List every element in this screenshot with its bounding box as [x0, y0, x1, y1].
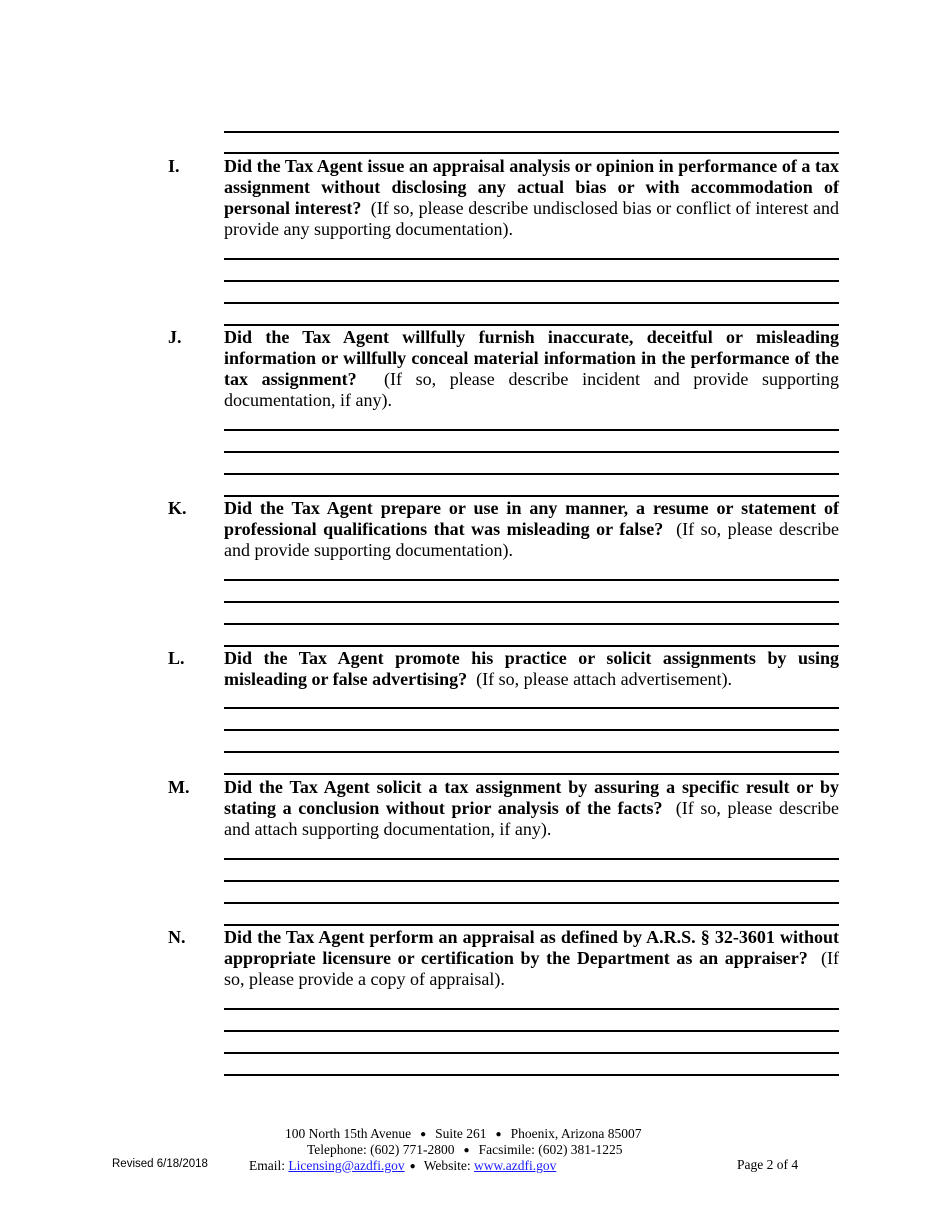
- website-link[interactable]: www.azdfi.gov: [473, 1158, 557, 1173]
- question-letter: N.: [168, 927, 186, 947]
- question-bold: Did the Tax Agent prepare or use in any manner, a resume or statement of professional qualifications that was misleading or false?: [224, 498, 839, 539]
- question-instruction: (If so, please describe and attach supporting documentation, if any).: [224, 798, 839, 839]
- question-letter: J.: [168, 327, 182, 347]
- bullet-icon: ●: [409, 1160, 416, 1172]
- footer-city: Phoenix, Arizona 85007: [510, 1126, 642, 1141]
- question-text: [224, 498, 839, 561]
- answer-line[interactable]: [224, 579, 839, 581]
- footer-street: 100 North 15th Avenue: [285, 1126, 412, 1141]
- answer-line[interactable]: [224, 1052, 839, 1054]
- answer-line[interactable]: [224, 707, 839, 709]
- answer-line[interactable]: [224, 302, 839, 304]
- answer-line[interactable]: [224, 473, 839, 475]
- question-bold: Did the Tax Agent solicit a tax assignment by assuring a specific result or by stating a conclusion without prior analysis of the facts?: [224, 777, 839, 818]
- footer-phones: [307, 1142, 623, 1159]
- question-instruction: (If so, please attach advertisement).: [476, 669, 733, 689]
- question-letter: I.: [168, 156, 180, 176]
- page-number: Page 2 of 4: [737, 1157, 799, 1172]
- revised-date: Revised 6/18/2018: [112, 1158, 208, 1170]
- answer-line[interactable]: [224, 324, 839, 326]
- bullet-icon: ●: [495, 1128, 502, 1140]
- answer-line[interactable]: [224, 131, 839, 133]
- answer-line[interactable]: [224, 645, 839, 647]
- question-letter: L.: [168, 648, 185, 668]
- answer-line[interactable]: [224, 773, 839, 775]
- bullet-icon: ●: [463, 1144, 470, 1156]
- answer-line[interactable]: [224, 258, 839, 260]
- answer-line[interactable]: [224, 495, 839, 497]
- footer-telephone: Telephone: (602) 771-2800: [307, 1142, 455, 1157]
- footer-website-label: Website:: [423, 1158, 471, 1173]
- question-instruction: (If so, please provide a copy of appraisal).: [224, 948, 840, 989]
- question-bold: Did the Tax Agent perform an appraisal as defined by A.R.S. § 32-3601 without appropriate licensure or certification by the Department as an appraiser?: [224, 927, 839, 968]
- question-bold: Did the Tax Agent issue an appraisal analysis or opinion in performance of a tax assignment without disclosing any actual bias or with accommodation of personal interest?: [224, 156, 839, 218]
- footer-address: [285, 1126, 641, 1143]
- question-bold: Did the Tax Agent promote his practice or solicit assignments by using misleading or false advertising?: [224, 648, 839, 689]
- email-link[interactable]: Licensing@azdfi.gov: [288, 1158, 405, 1173]
- answer-line[interactable]: [224, 1008, 839, 1010]
- question-instruction: (If so, please describe incident and provide supporting documentation, if any).: [224, 369, 840, 410]
- footer-email-label: Email:: [249, 1158, 285, 1173]
- question-letter: M.: [168, 777, 190, 797]
- answer-line[interactable]: [224, 1030, 839, 1032]
- footer-contact: [249, 1158, 556, 1175]
- answer-line[interactable]: [224, 729, 839, 731]
- question-text: [224, 777, 839, 840]
- answer-line[interactable]: [224, 902, 839, 904]
- question-bold: Did the Tax Agent willfully furnish inaccurate, deceitful or misleading information or willfully conceal material information in the performance of the tax assignment?: [224, 327, 839, 389]
- question-text: [224, 327, 839, 411]
- answer-line[interactable]: [224, 751, 839, 753]
- answer-line[interactable]: [224, 880, 839, 882]
- question-text: [224, 927, 839, 990]
- question-letter: K.: [168, 498, 187, 518]
- answer-line[interactable]: [224, 152, 839, 154]
- footer-facsimile: Facsimile: (602) 381-1225: [478, 1142, 623, 1157]
- answer-line[interactable]: [224, 924, 839, 926]
- answer-line[interactable]: [224, 858, 839, 860]
- answer-line[interactable]: [224, 451, 839, 453]
- answer-line[interactable]: [224, 1074, 839, 1076]
- answer-line[interactable]: [224, 623, 839, 625]
- question-text: [224, 648, 839, 690]
- question-instruction: (If so, please describe and provide supporting documentation).: [224, 519, 839, 560]
- answer-line[interactable]: [224, 280, 839, 282]
- bullet-icon: ●: [420, 1128, 427, 1140]
- footer-suite: Suite 261: [435, 1126, 487, 1141]
- answer-line[interactable]: [224, 429, 839, 431]
- question-text: [224, 156, 839, 240]
- question-instruction: (If so, please describe undisclosed bias or conflict of interest and provide any supporting documentation).: [224, 198, 840, 239]
- answer-line[interactable]: [224, 601, 839, 603]
